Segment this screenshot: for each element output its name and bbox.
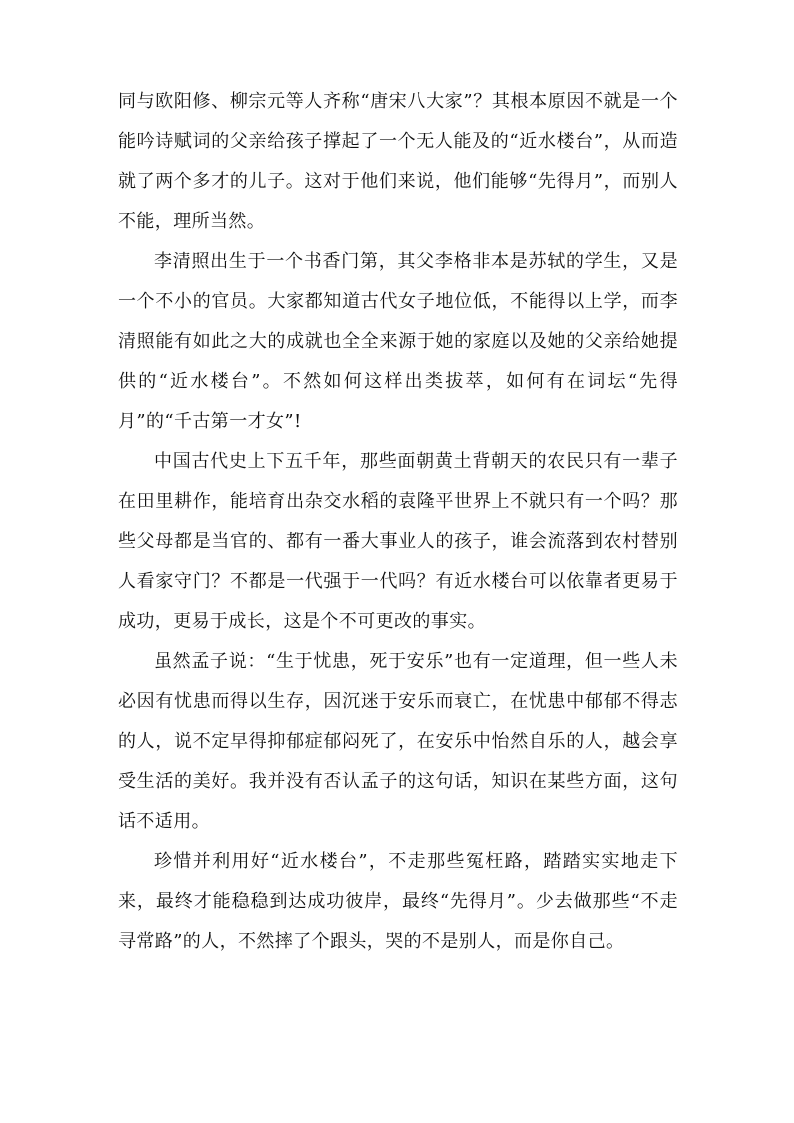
paragraph-2: 李清照出生于一个书香门第，其父李格非本是苏轼的学生，又是一个不小的官员。大家都知道古代女子地位低，不能得以上学，而李清照能有如此之大的成就也全全来源于她的家庭以及她的父亲给她提供的“近水楼台”。不然如何这样出类拔萃，如何有在词坛“先得月”的“千古第一才女”!: [118, 251, 678, 432]
document-body: [118, 82, 678, 962]
paragraph-1: 同与欧阳修、柳宗元等人齐称“唐宋八大家”？其根本原因不就是一个能吟诗赋词的父亲给孩子撑起了一个无人能及的“近水楼台”，从而造就了两个多才的儿子。这对于他们来说，他们能够“先得月”，而别人不能，理所当然。: [118, 91, 678, 232]
paragraph-5: 珍惜并利用好“近水楼台”，不走那些冤枉路，踏踏实实地走下来，最终才能稳稳到达成功彼岸，最终“先得月”。少去做那些“不走寻常路”的人，不然摔了个跟头，哭的不是别人，而是你自己。: [118, 851, 678, 952]
paragraph-4: 虽然孟子说：“生于忧患，死于安乐”也有一定道理，但一些人未必因有忧患而得以生存，因沉迷于安乐而衰亡，在忧患中郁郁不得志的人，说不定早得抑郁症郁闷死了，在安乐中怡然自乐的人，越会享受生活的美好。我并没有否认孟子的这句话，知识在某些方面，这句话不适用。: [118, 651, 678, 832]
paragraph-3: 中国古代史上下五千年，那些面朝黄土背朝天的农民只有一辈子在田里耕作，能培育出杂交水稻的袁隆平世界上不就只有一个吗？那些父母都是当官的、都有一番大事业人的孩子，谁会流落到农村替别人看家守门？不都是一代强于一代吗？有近水楼台可以依靠者更易于成功，更易于成长，这是个不可更改的事实。: [118, 451, 678, 632]
